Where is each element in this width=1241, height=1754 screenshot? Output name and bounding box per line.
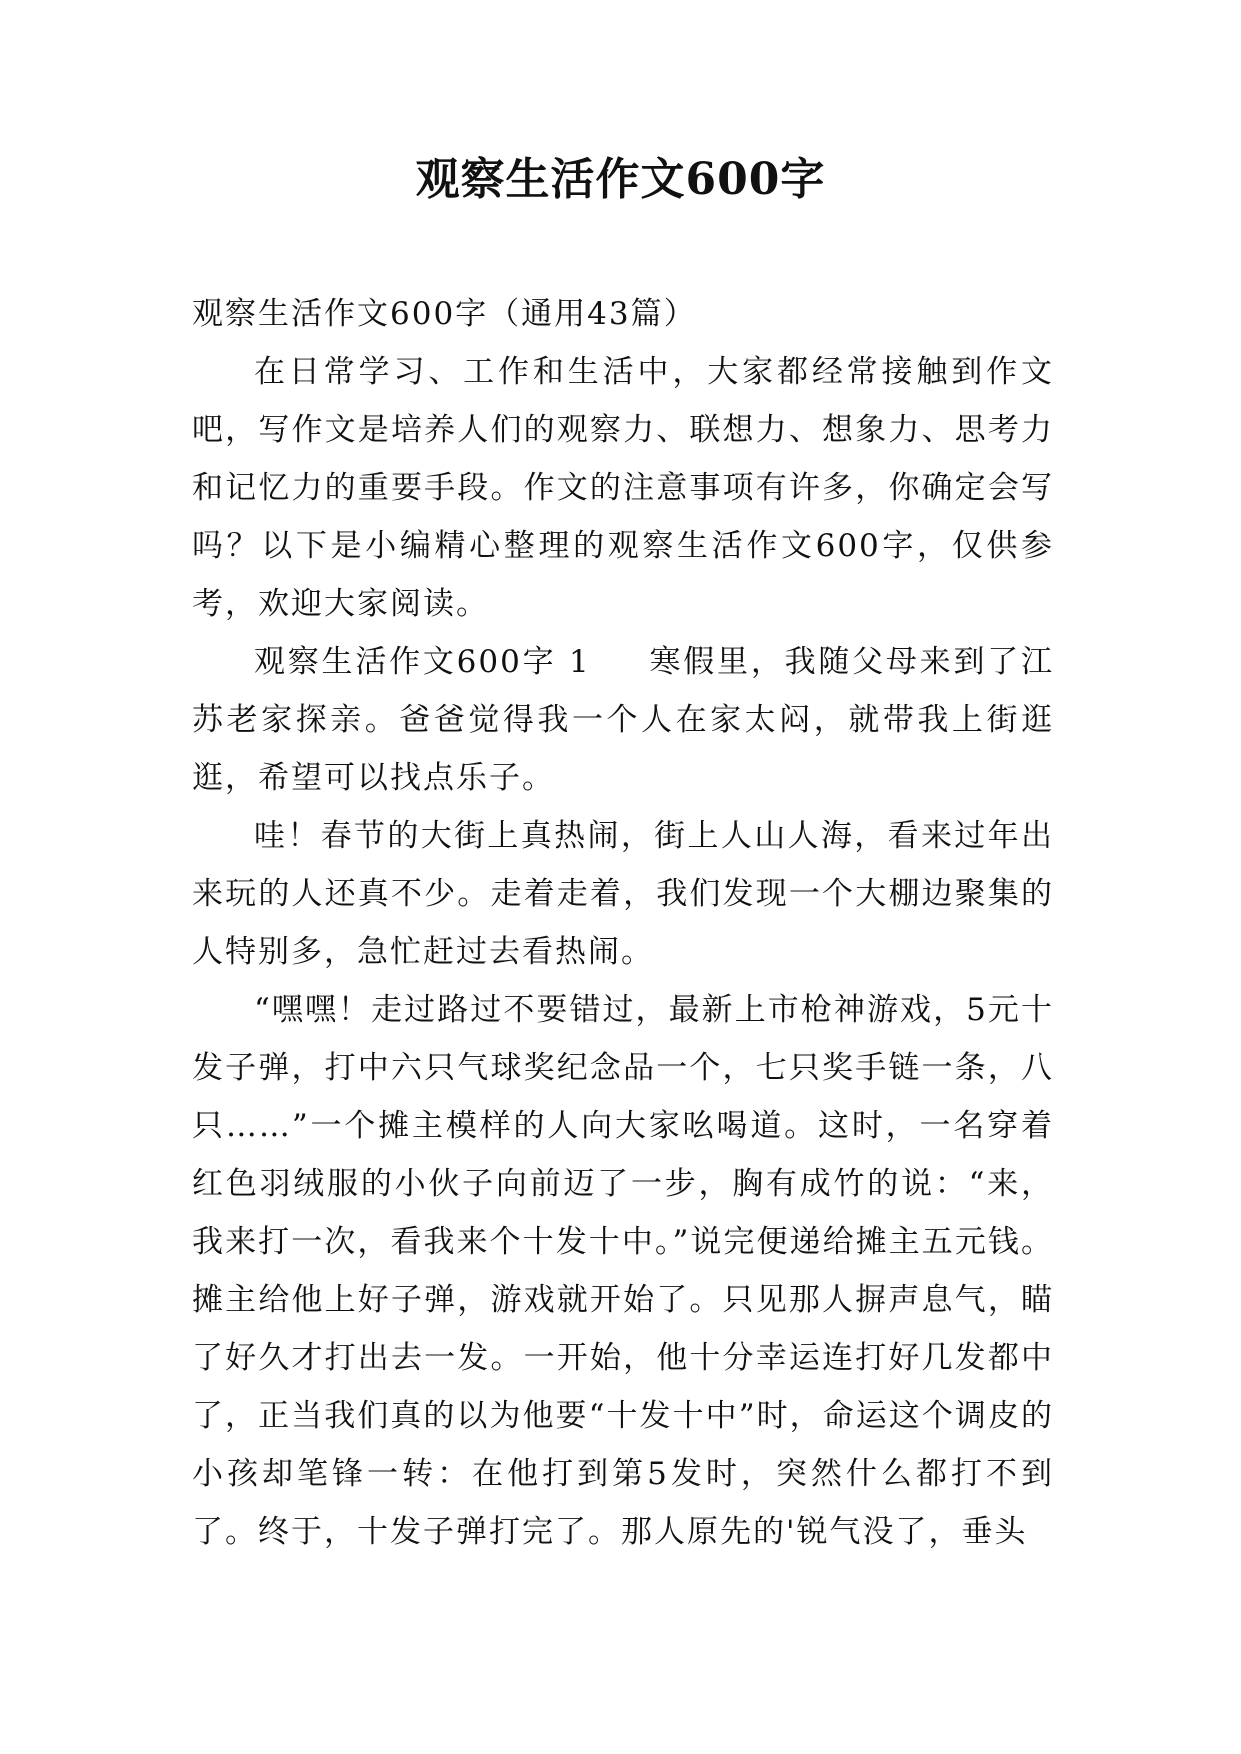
document-title: 观察生活作文600字 [415,154,826,205]
document-subtitle: 观察生活作文600字（通用43篇） [192,296,697,332]
section-heading: 观察生活作文600字 1 [254,644,591,680]
story-paragraph: 哇！春节的大街上真热闹，街上人山人海，看来过年出来玩的人还真不少。走着走着，我们发现一个大棚边聚集的人特别多，急忙赶过去看热闹。 [192,818,1054,970]
document-body [192,285,1054,1561]
intro-paragraph: 在日常学习、工作和生活中，大家都经常接触到作文吧，写作文是培养人们的观察力、联想力、想象力、思考力和记忆力的重要手段。作文的注意事项有许多，你确定会写吗？以下是小编精心整理的观察生活作文600字，仅供参考，欢迎大家阅读。 [192,354,1054,622]
story-paragraph: “嘿嘿！走过路过不要错过，最新上市枪神游戏，5元十发子弹，打中六只气球奖纪念品一个，七只奖手链一条，八只……”一个摊主模样的人向大家吆喝道。这时，一名穿着红色羽绒服的小伙子向前迈了一步，胸有成竹的说：“来，我来打一次，看我来个十发十中。”说完便递给摊主五元钱。摊主给他上好子弹，游戏就开始了。只见那人摒声息气，瞄了好久才打出去一发。一开始，他十分幸运连打好几发都中了，正当我们真的以为他要“十发十中”时，命运这个调皮的小孩却笔锋一转：在他打到第5发时，突然什么都打不到了。终于，十发子弹打完了。那人原先的'锐气没了，垂头 [192,992,1054,1550]
section-first-text: 寒假里，我随父母来到了江苏老家探亲。爸爸觉得我一个人在家太闷，就带我上街逛逛，希望可以找点乐子。 [192,644,1055,796]
section-paragraph [192,633,1054,807]
